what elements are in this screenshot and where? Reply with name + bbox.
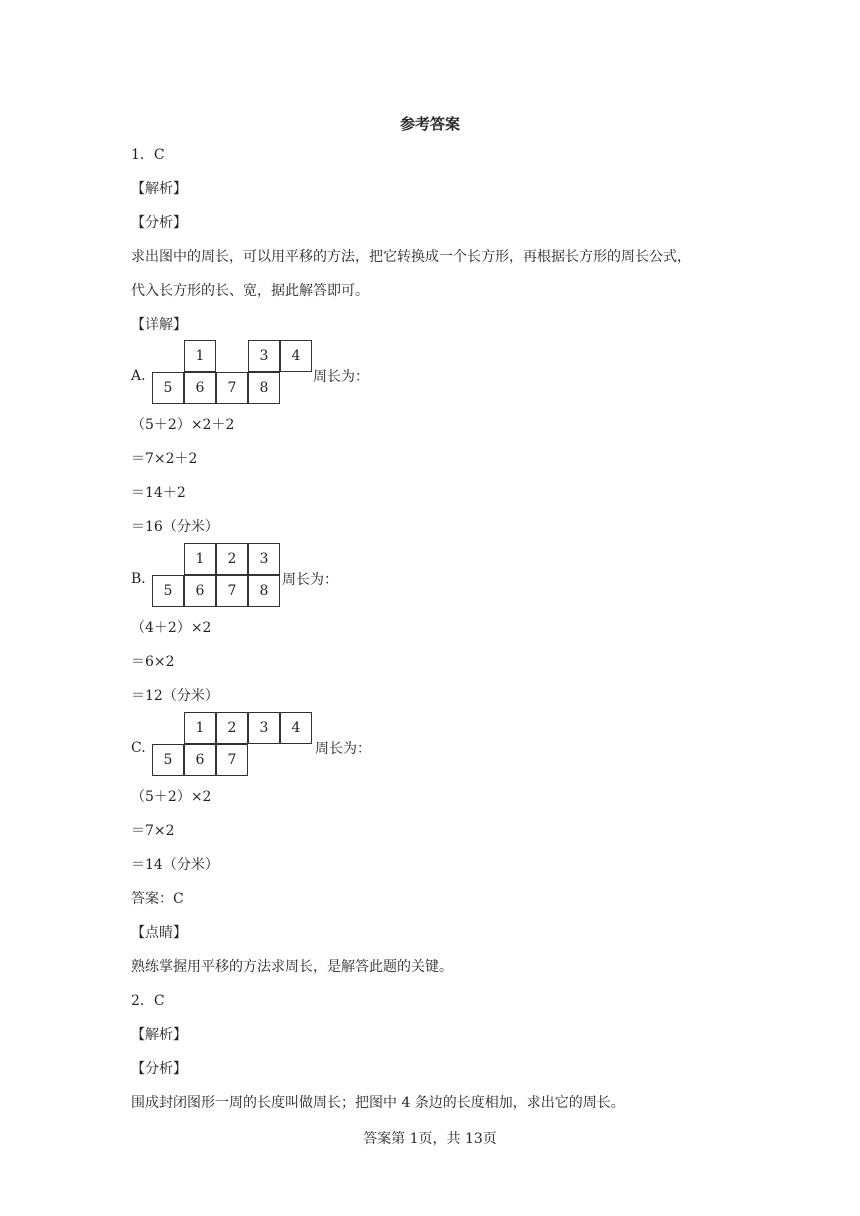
grid-c-bottom-cell: 7 [216,744,248,776]
option-a-suffix: 周长为： [313,369,369,385]
grid-a-bottom-cell: 8 [248,372,280,404]
grid-a-bottom-cell: 7 [216,372,248,404]
option-b-label: B. [131,571,146,587]
grid-c-top-cell: 3 [248,712,280,744]
q1-final-answer: 答案：C [131,891,184,907]
grid-c-top-cell: 4 [280,712,312,744]
q1-xiangjie-heading: 【详解】 [131,317,187,333]
q2-analysis-line-1: 围成封闭图形一周的长度叫做周长；把图中 4 条边的长度相加，求出它的周长。 [131,1095,625,1111]
option-c-calc-line: ＝7×2 [131,823,175,839]
grid-c-bottom-cell: 5 [152,744,184,776]
q1-analysis-line-2: 代入长方形的长、宽，据此解答即可。 [131,283,369,299]
q1-jiexi-heading: 【解析】 [131,181,187,197]
option-b-calc-line: ＝6×2 [131,654,175,670]
page-footer: 答案第 1页，共 13页 [363,1131,497,1147]
page-title: 参考答案 [399,115,460,133]
option-a-calc-line: （5＋2）×2＋2 [131,417,235,433]
grid-a-top-cell: 1 [184,340,216,372]
grid-c-bottom-cell: 6 [184,744,216,776]
option-a-calc-line: ＝7×2＋2 [131,451,198,467]
grid-b-bottom-cell: 8 [248,575,280,607]
grid-b-bottom-cell: 7 [216,575,248,607]
option-b-suffix: 周长为： [282,572,338,588]
q2-fenxi-heading: 【分析】 [131,1061,187,1077]
q1-answer-line: 1．C [131,147,165,163]
q2-jiexi-heading: 【解析】 [131,1027,187,1043]
grid-a-bottom-cell: 6 [184,372,216,404]
grid-a-top-cell: 4 [280,340,312,372]
option-a-calc-line: ＝14＋2 [131,485,186,501]
option-c-calc-line: ＝14（分米） [131,857,219,873]
q1-fenxi-heading: 【分析】 [131,215,187,231]
grid-b-top-cell: 1 [184,543,216,575]
grid-b-top-cell: 2 [216,543,248,575]
option-c-suffix: 周长为： [315,741,371,757]
grid-b-bottom-cell: 5 [152,575,184,607]
grid-a-bottom-cell: 5 [152,372,184,404]
grid-a-top-cell: 3 [248,340,280,372]
option-a-calc-line: ＝16（分米） [131,519,219,535]
grid-b-top-cell: 3 [248,543,280,575]
q1-dianjing-heading: 【点睛】 [131,925,187,941]
option-c-calc-line: （5＋2）×2 [131,789,212,805]
q2-answer-line: 2．C [131,993,165,1009]
grid-c-top-cell: 1 [184,712,216,744]
option-b-calc-line: （4＋2）×2 [131,620,212,636]
grid-b-bottom-cell: 6 [184,575,216,607]
q1-analysis-line-1: 求出图中的周长，可以用平移的方法，把它转换成一个长方形，再根据长方形的周长公式， [131,249,691,265]
option-c-label: C. [131,740,146,756]
option-a-label: A. [131,368,146,384]
grid-c-top-cell: 2 [216,712,248,744]
q1-dianjing-text: 熟练掌握用平移的方法求周长，是解答此题的关键。 [131,959,453,975]
option-b-calc-line: ＝12（分米） [131,688,219,704]
